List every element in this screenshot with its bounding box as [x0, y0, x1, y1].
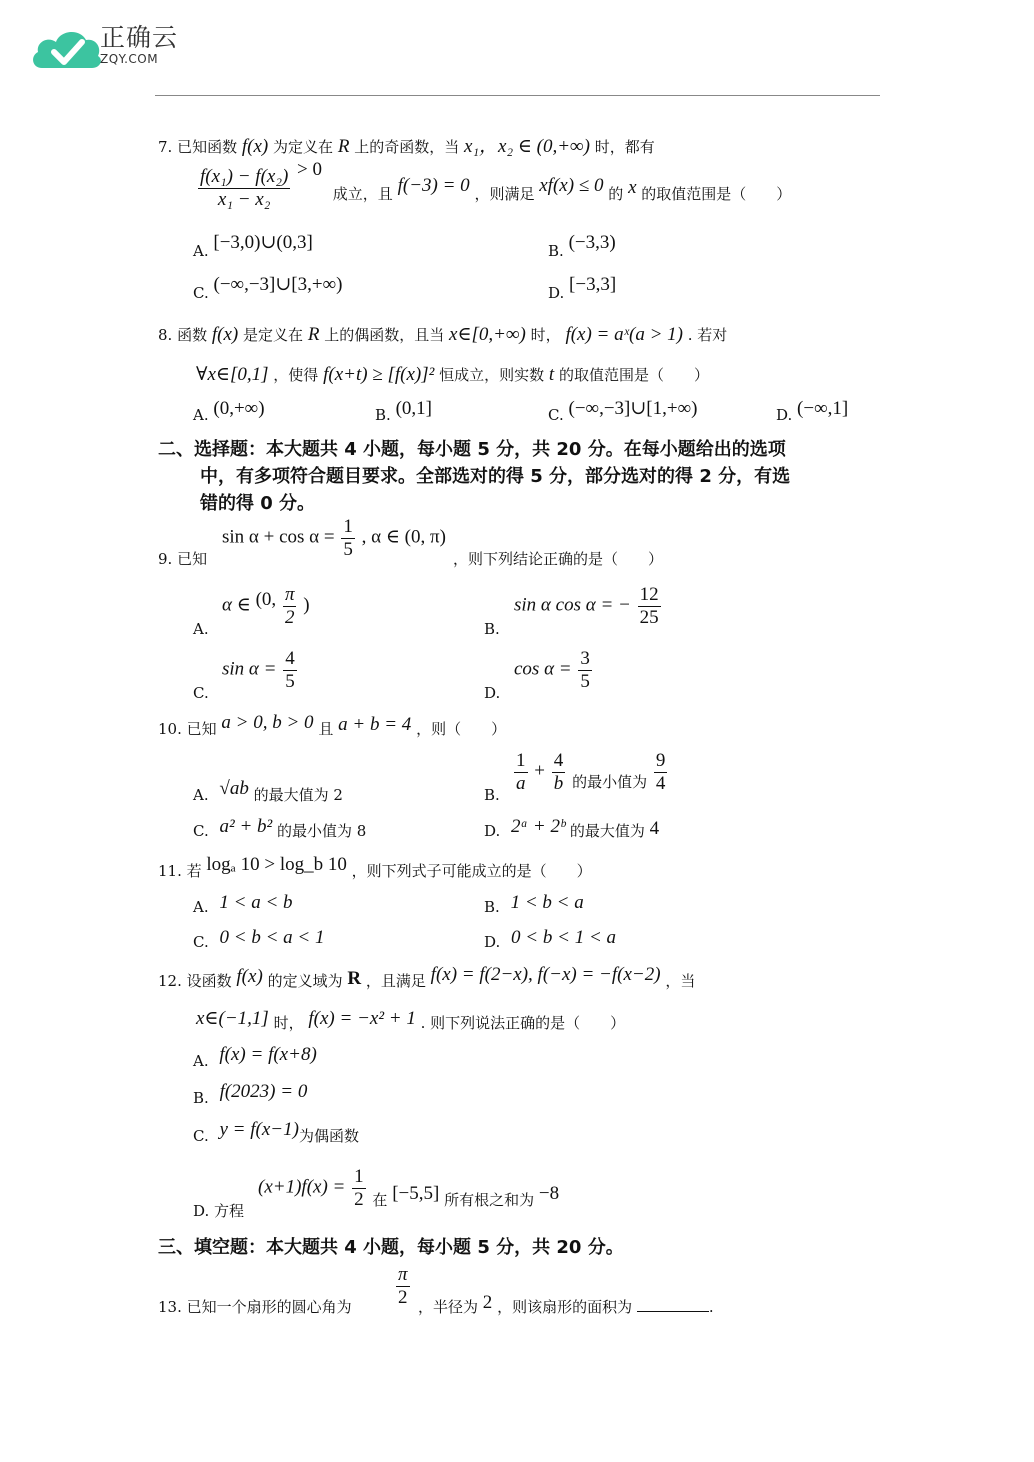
frac-den: 2 [284, 607, 295, 628]
q7-line1 [158, 136, 655, 158]
frac-den: a [516, 773, 526, 794]
q9-number: 9. 已知 [158, 550, 208, 568]
q8-text: 的取值范围是（ ） [558, 366, 709, 384]
q12-line1 [158, 964, 696, 992]
frac-num: 1 [516, 750, 526, 771]
option-key: D. [548, 284, 565, 302]
frac-num: 3 [580, 648, 590, 669]
q7-option-c [193, 274, 343, 304]
q13-line-rest [418, 1292, 714, 1318]
q11-option-c [193, 927, 325, 953]
frac-num: π [284, 584, 295, 605]
frac-den: 4 [655, 773, 666, 794]
paren-open: (0, [255, 588, 277, 610]
option-value: sin α = [222, 658, 277, 680]
option-key: D. [776, 406, 793, 424]
option-text: 为偶函数 [298, 1127, 359, 1145]
frac-den: 5 [285, 671, 295, 692]
option-value: α ∈ [222, 594, 251, 616]
q10-number: 10. 已知 [158, 720, 217, 738]
frac-num: 4 [553, 750, 564, 771]
q10-cond: a > 0, b > 0 [221, 712, 314, 733]
q7-line2 [196, 158, 792, 211]
q10b-result [654, 750, 668, 795]
option-value: (x+1)f(x) = [258, 1176, 346, 1198]
option-key: D. [193, 1202, 210, 1220]
q11-option-a [193, 892, 293, 918]
frac-num: 9 [655, 750, 666, 771]
q7-frac-num: f(x₁) − f(x₂) [200, 166, 289, 187]
q8-line1 [158, 324, 727, 346]
header-divider [155, 95, 880, 96]
frac-num: 12 [639, 584, 659, 605]
q8-cond2: f(x) = aˣ(a > 1) [565, 324, 683, 345]
q7-R: R [337, 136, 350, 157]
q12-R: R [347, 968, 362, 989]
frac-den: 25 [639, 607, 659, 628]
option-value: (−∞,−3]∪[3,+∞) [213, 274, 343, 295]
q12-option-d-eq [258, 1166, 559, 1211]
q12-option-b [193, 1081, 308, 1109]
plus: + [534, 760, 545, 782]
option-value: 2ᵃ + 2ᵇ [511, 816, 566, 837]
q8-text: 时， [530, 326, 561, 344]
q8-func: f(x) [211, 324, 239, 345]
q10-text: ，则（ ） [416, 720, 507, 738]
option-value: (−∞,1] [797, 398, 849, 419]
q9-cond: sin α + cos α = [222, 526, 335, 548]
q7-text: 上的奇函数，当 [354, 138, 460, 156]
q9-option-c-key: C. [193, 684, 209, 702]
q7-text: 的 [608, 184, 624, 203]
q12-option-c [193, 1119, 359, 1147]
q10b-frac1 [514, 750, 528, 795]
option-key: A. [193, 242, 209, 260]
q7-option-d [548, 274, 617, 304]
q7-ineq: > 0 [297, 158, 323, 180]
q12-text: ，且满足 [365, 972, 426, 990]
brand-cn: 正确云 [100, 23, 179, 52]
q9-option-b [514, 584, 663, 629]
q12d-fraction [352, 1166, 366, 1211]
option-value: a² + b² [219, 816, 273, 837]
q8-option-b [375, 398, 432, 426]
option-key: C. [193, 933, 209, 951]
option-value: [−3,3] [569, 274, 617, 295]
option-interval: [−5,5] [392, 1182, 440, 1204]
option-key: C. [193, 284, 209, 302]
q13-radius: 2 [482, 1292, 493, 1313]
option-value: f(2023) = 0 [219, 1081, 308, 1102]
option-key: B. [375, 406, 391, 424]
q12-func: f(x) [236, 966, 263, 987]
frac-num: π [398, 1264, 408, 1285]
q9-option-c [222, 648, 299, 693]
option-text: 在 [372, 1190, 388, 1209]
q7-text: ，则满足 [474, 184, 535, 203]
q13-text: ，则该扇形的面积为 [497, 1298, 633, 1316]
q13-text: ，半径为 [418, 1298, 479, 1316]
section2-heading-cont: 中，有多项符合题目要求。全部选对的得 5 分，部分选对的得 2 分，有选 [200, 466, 791, 487]
q10-option-b-key: B. [484, 786, 500, 804]
q7-frac-den: x₁ − x₂ [217, 189, 271, 210]
option-text: 的最小值为 8 [277, 822, 367, 840]
q11-option-b [484, 892, 584, 918]
q8-ineq: f(x+t) ≥ [f(x)]² [323, 364, 435, 385]
q10-option-d [484, 816, 660, 842]
section3-heading: 三、填空题：本大题共 4 小题，每小题 5 分，共 20 分。 [158, 1237, 624, 1258]
q8-cond: x∈[0,+∞) [449, 324, 526, 345]
q7-text: 的取值范围是（ ） [641, 184, 792, 203]
q8-text: 是定义在 [243, 326, 304, 344]
frac-den: b [553, 773, 564, 794]
q9-fraction [341, 516, 355, 561]
option-value: 1 < a < b [219, 892, 293, 913]
q8-R: R [307, 324, 320, 345]
q8-text: 恒成立，则实数 [439, 366, 545, 384]
q12-option-d [193, 1200, 244, 1222]
q11-option-d [484, 927, 617, 953]
q11-text: ，则下列式子可能成立的是（ ） [351, 862, 592, 880]
q13-text-start: 13. 已知一个扇形的圆心角为 [158, 1298, 352, 1316]
q7-cond2: xf(x) ≤ 0 [539, 174, 604, 196]
option-value: 0 < b < 1 < a [511, 927, 617, 948]
q9a-fraction [283, 584, 297, 629]
q12-text: . 则下列说法正确的是（ ） [420, 1014, 626, 1032]
q7-option-a [193, 232, 313, 262]
option-value: (0,1] [395, 398, 432, 419]
option-value: (−3,3) [568, 232, 616, 253]
q7-number: 7. 已知函数 [158, 138, 238, 156]
option-key: C. [193, 1127, 209, 1145]
section2-heading-cont2: 错的得 0 分。 [200, 493, 316, 514]
q10-line1 [158, 712, 507, 740]
q13-end: . [708, 1298, 714, 1316]
q8-text: 上的偶函数，且当 [324, 326, 445, 344]
option-value: cos α = [514, 658, 572, 680]
option-text: 所有根之和为 [444, 1190, 535, 1209]
option-key: B. [193, 1089, 209, 1107]
q7-domain: x₁，x₂ ∈ (0,+∞) [464, 136, 590, 157]
paren [256, 583, 277, 616]
q7-option-b [548, 232, 616, 262]
brand [100, 24, 178, 66]
q7-func: f(x) [241, 136, 269, 157]
option-key: A. [193, 406, 209, 424]
option-value: 0 < b < a < 1 [219, 927, 325, 948]
q8-option-a [193, 398, 265, 426]
q9-option-b-key: B. [484, 620, 500, 638]
option-value: f(x) = f(x+8) [219, 1044, 317, 1065]
q8-text: . 若对 [687, 326, 728, 344]
q7-cond: f(−3) = 0 [397, 174, 470, 196]
q12-def: f(x) = −x² + 1 [308, 1008, 416, 1029]
q10-text: 且 [318, 720, 334, 738]
option-text: 的最大值为 2 [253, 786, 343, 804]
q10-option-c [193, 816, 367, 842]
q11-number: 11. 若 [158, 862, 202, 880]
option-value: y = f(x−1) [219, 1119, 299, 1140]
brand-en: ZQY.COM [100, 52, 159, 66]
q12-text: 的定义域为 [267, 972, 343, 990]
option-key: B. [484, 898, 500, 916]
q11-line1 [158, 854, 592, 882]
q9d-fraction [578, 648, 592, 693]
q13-fraction [396, 1264, 410, 1309]
section2-heading: 二、选择题：本大题共 4 小题，每小题 5 分，共 20 分。在每小题给出的选项 [158, 439, 786, 460]
option-text: 方程 [214, 1202, 245, 1220]
q12-option-a [193, 1044, 317, 1072]
q8-option-c [548, 398, 698, 426]
q9-cond2: , α ∈ (0, π) [361, 526, 446, 548]
frac-num: 1 [343, 516, 353, 537]
option-key: A. [193, 786, 209, 804]
frac-den: 2 [354, 1189, 364, 1210]
option-text: 的最大值为 [569, 822, 645, 840]
q7-x: x [628, 176, 637, 198]
option-value2: −8 [538, 1182, 560, 1204]
paren-close: ) [303, 594, 310, 616]
frac-den: 5 [580, 671, 590, 692]
option-value: [−3,0)∪(0,3] [213, 232, 313, 253]
q9-text: ，则下列结论正确的是（ ） [453, 550, 664, 568]
option-key: D. [484, 822, 501, 840]
q10-option-b [512, 750, 669, 795]
q9-option-d [514, 648, 594, 693]
q7-text: 为定义在 [273, 138, 334, 156]
q8-number: 8. 函数 [158, 326, 208, 344]
q9-condition [222, 516, 446, 561]
option-value: sin α cos α = − [514, 594, 631, 616]
answer-blank[interactable] [637, 1311, 709, 1312]
q8-text: ，使得 [273, 366, 319, 384]
option-key: A. [193, 898, 209, 916]
q7-fraction [198, 166, 290, 211]
q9c-fraction [283, 648, 297, 693]
q10-option-a [193, 778, 343, 806]
option-key: C. [548, 406, 564, 424]
option-key: A. [193, 1052, 209, 1070]
q10-cond2: a + b = 4 [338, 714, 412, 735]
option-value: 1 < b < a [510, 892, 584, 913]
option-value2: 4 [649, 818, 660, 839]
frac-num: 1 [354, 1166, 364, 1187]
option-value: √ab [219, 778, 249, 799]
option-key: C. [193, 822, 209, 840]
q12-domain: x∈(−1,1] [196, 1008, 269, 1029]
q12-text: 时， [273, 1014, 304, 1032]
q10b-frac2 [552, 750, 566, 795]
q8-forall: ∀x∈[0,1] [196, 364, 269, 385]
option-key: B. [548, 242, 564, 260]
q9-option-d-key: D. [484, 684, 501, 702]
option-value: (0,+∞) [213, 398, 265, 419]
q8-line2 [196, 364, 709, 386]
q7-text: 成立，且 [332, 184, 393, 203]
q9-option-a [222, 584, 310, 629]
q12-cond: f(x) = f(2−x), f(−x) = −f(x−2) [430, 964, 661, 985]
q12-text: ，当 [665, 972, 696, 990]
q8-option-d [776, 398, 849, 426]
q8-t: t [548, 364, 555, 385]
q13-fraction-wrap [394, 1264, 412, 1309]
q12-line2 [196, 1008, 626, 1034]
option-key: D. [484, 933, 501, 951]
frac-den: 5 [343, 539, 353, 560]
frac-num: 4 [285, 648, 295, 669]
q9b-fraction [638, 584, 661, 629]
option-value: (−∞,−3]∪[1,+∞) [568, 398, 698, 419]
q9-option-a-key: A. [193, 620, 209, 638]
option-text: 的最小值为 [572, 772, 648, 791]
q11-cond: logₐ 10 > log_b 10 [206, 854, 347, 875]
q12-number: 12. 设函数 [158, 972, 232, 990]
q7-text: 时，都有 [594, 138, 655, 156]
frac-den: 2 [398, 1287, 408, 1308]
